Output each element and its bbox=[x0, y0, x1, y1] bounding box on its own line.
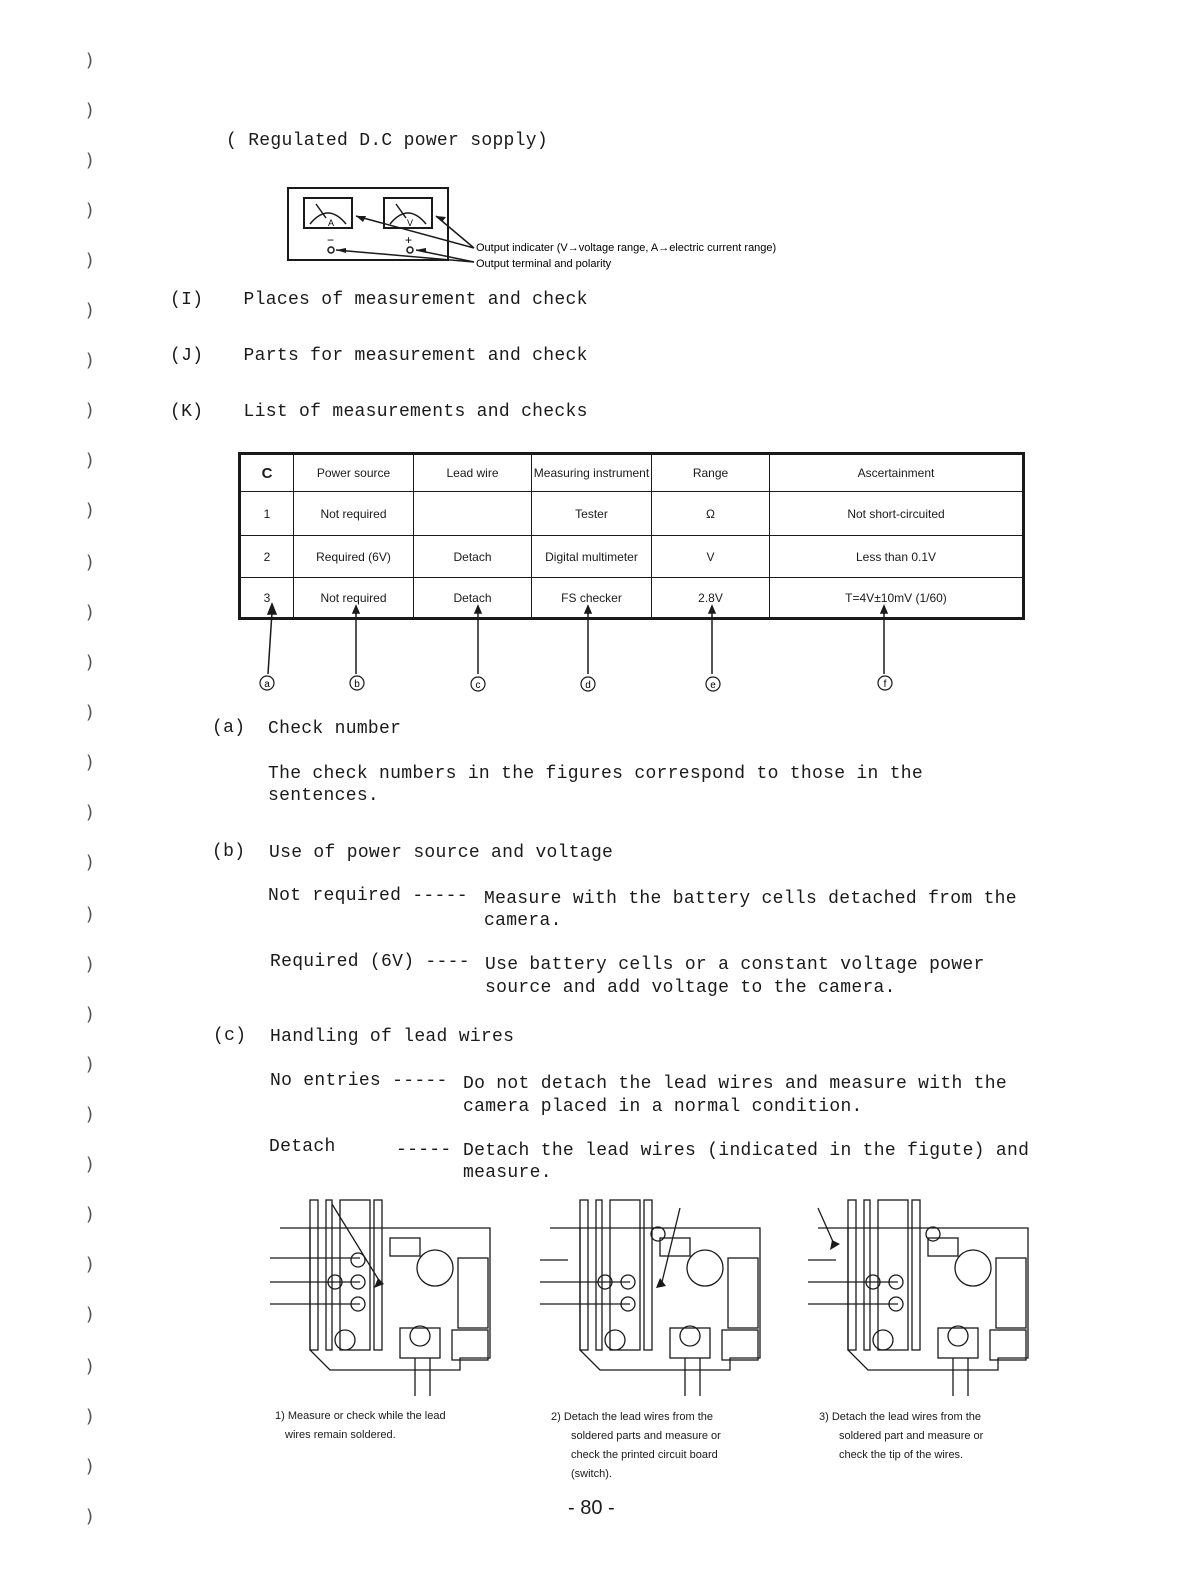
table-row bbox=[240, 536, 1024, 578]
callout-b: b bbox=[354, 679, 360, 690]
caption-line: wires remain soldered. bbox=[285, 1429, 396, 1441]
note-a-title: Check number bbox=[268, 719, 402, 739]
cell bbox=[414, 492, 532, 536]
figure-2-caption bbox=[551, 1408, 781, 1484]
cell: Tester bbox=[532, 492, 652, 536]
figure-3-caption bbox=[819, 1408, 1049, 1465]
note-c-term-no-entries: No entries ----- bbox=[270, 1071, 448, 1091]
label-output-indicator: Output indicater (V→voltage range, A→electric current range) bbox=[476, 242, 777, 254]
section-marker: (I) bbox=[170, 290, 204, 310]
circuit-board-figure-2 bbox=[540, 1198, 765, 1398]
table-header-row bbox=[240, 454, 1024, 492]
cell: 2 bbox=[240, 536, 294, 578]
cell: Ω bbox=[652, 492, 770, 536]
callout-d: d bbox=[585, 680, 591, 691]
note-a-body-line2: sentences. bbox=[268, 786, 380, 806]
cell: Digital multimeter bbox=[532, 536, 652, 578]
circuit-board-figure-1 bbox=[270, 1198, 495, 1398]
note-a-marker: (a) bbox=[212, 718, 246, 738]
cell: 3 bbox=[240, 578, 294, 619]
note-b-term-not-required: Not required ----- bbox=[268, 886, 468, 906]
note-b-term-required: Required (6V) ---- bbox=[270, 952, 470, 972]
meter-v-label: V bbox=[407, 218, 414, 228]
section-j bbox=[170, 346, 588, 366]
circuit-board-figure-3 bbox=[808, 1198, 1033, 1398]
caption-line: 2) Detach the lead wires from the bbox=[551, 1411, 714, 1423]
header-range: Range bbox=[652, 454, 770, 492]
note-c-term-detach: Detach bbox=[269, 1137, 336, 1157]
note-b-desc-required-line1: Use battery cells or a constant voltage power bbox=[485, 955, 985, 975]
note-b-desc-not-required-line2: camera. bbox=[484, 911, 562, 931]
note-c-title: Handling of lead wires bbox=[270, 1027, 515, 1047]
cell: 2.8V bbox=[652, 578, 770, 619]
page-number: - 80 - bbox=[568, 1497, 615, 1519]
callout-a: a bbox=[264, 679, 270, 690]
note-b-title: Use of power source and voltage bbox=[269, 843, 614, 863]
cell: Not required bbox=[294, 578, 414, 619]
note-b-marker: (b) bbox=[212, 842, 246, 862]
power-supply-diagram bbox=[286, 186, 856, 281]
page-heading: ( Regulated D.C power sopply) bbox=[226, 131, 548, 151]
note-b-desc-required-line2: source and add voltage to the camera. bbox=[485, 978, 896, 998]
header-lead-wire: Lead wire bbox=[414, 454, 532, 492]
cell: Not required bbox=[294, 492, 414, 536]
callout-f: f bbox=[883, 679, 887, 690]
cell: Detach bbox=[414, 578, 532, 619]
caption-line: (switch). bbox=[571, 1468, 612, 1480]
note-a-body-line1: The check numbers in the figures correspond to those in the bbox=[268, 764, 924, 784]
header-power-source: Power source bbox=[294, 454, 414, 492]
section-title: Places of measurement and check bbox=[243, 290, 588, 310]
table-row bbox=[240, 492, 1024, 536]
caption-line: 1) Measure or check while the lead bbox=[275, 1410, 446, 1422]
note-b-desc-not-required-line1: Measure with the battery cells detached from the bbox=[484, 889, 1017, 909]
section-i bbox=[170, 290, 588, 310]
cell: Not short-circuited bbox=[770, 492, 1024, 536]
table-callouts bbox=[238, 600, 1038, 705]
section-marker: (K) bbox=[170, 402, 204, 422]
caption-line: soldered part and measure or bbox=[839, 1430, 984, 1442]
section-marker: (J) bbox=[170, 346, 204, 366]
note-c-desc-detach-line1: Detach the lead wires (indicated in the figute) and bbox=[463, 1141, 1030, 1161]
caption-line: check the printed circuit board bbox=[571, 1449, 718, 1461]
cell: Less than 0.1V bbox=[770, 536, 1024, 578]
note-c-marker: (c) bbox=[213, 1026, 247, 1046]
cell: 1 bbox=[240, 492, 294, 536]
caption-line: check the tip of the wires. bbox=[839, 1449, 964, 1461]
cell: Required (6V) bbox=[294, 536, 414, 578]
section-title: Parts for measurement and check bbox=[243, 346, 588, 366]
callout-e: e bbox=[710, 680, 716, 691]
meter-a-label: A bbox=[328, 218, 335, 228]
label-output-terminal: Output terminal and polarity bbox=[476, 258, 612, 270]
header-ascertainment: Ascertainment bbox=[770, 454, 1024, 492]
callout-c: c bbox=[475, 680, 481, 691]
header-measuring-instrument: Measuring instrument bbox=[532, 454, 652, 492]
cell: V bbox=[652, 536, 770, 578]
cell: FS checker bbox=[532, 578, 652, 619]
caption-line: 3) Detach the lead wires from the bbox=[819, 1411, 982, 1423]
cell: Detach bbox=[414, 536, 532, 578]
section-title: List of measurements and checks bbox=[243, 402, 588, 422]
terminal-plus: + bbox=[405, 233, 413, 247]
cell: T=4V±10mV (1/60) bbox=[770, 578, 1024, 619]
note-c-desc-detach-line2: measure. bbox=[463, 1163, 552, 1183]
caption-line: soldered parts and measure or bbox=[571, 1430, 721, 1442]
header-check-number: C bbox=[240, 454, 294, 492]
note-c-desc-no-entries-line2: camera placed in a normal condition. bbox=[463, 1097, 863, 1117]
figure-1-caption bbox=[275, 1407, 505, 1445]
note-c-term-detach-dash: ----- bbox=[396, 1140, 452, 1160]
note-c-desc-no-entries-line1: Do not detach the lead wires and measure with the bbox=[463, 1074, 1007, 1094]
section-k bbox=[170, 402, 588, 422]
measurement-table bbox=[238, 452, 1025, 620]
terminal-minus: − bbox=[327, 233, 335, 247]
